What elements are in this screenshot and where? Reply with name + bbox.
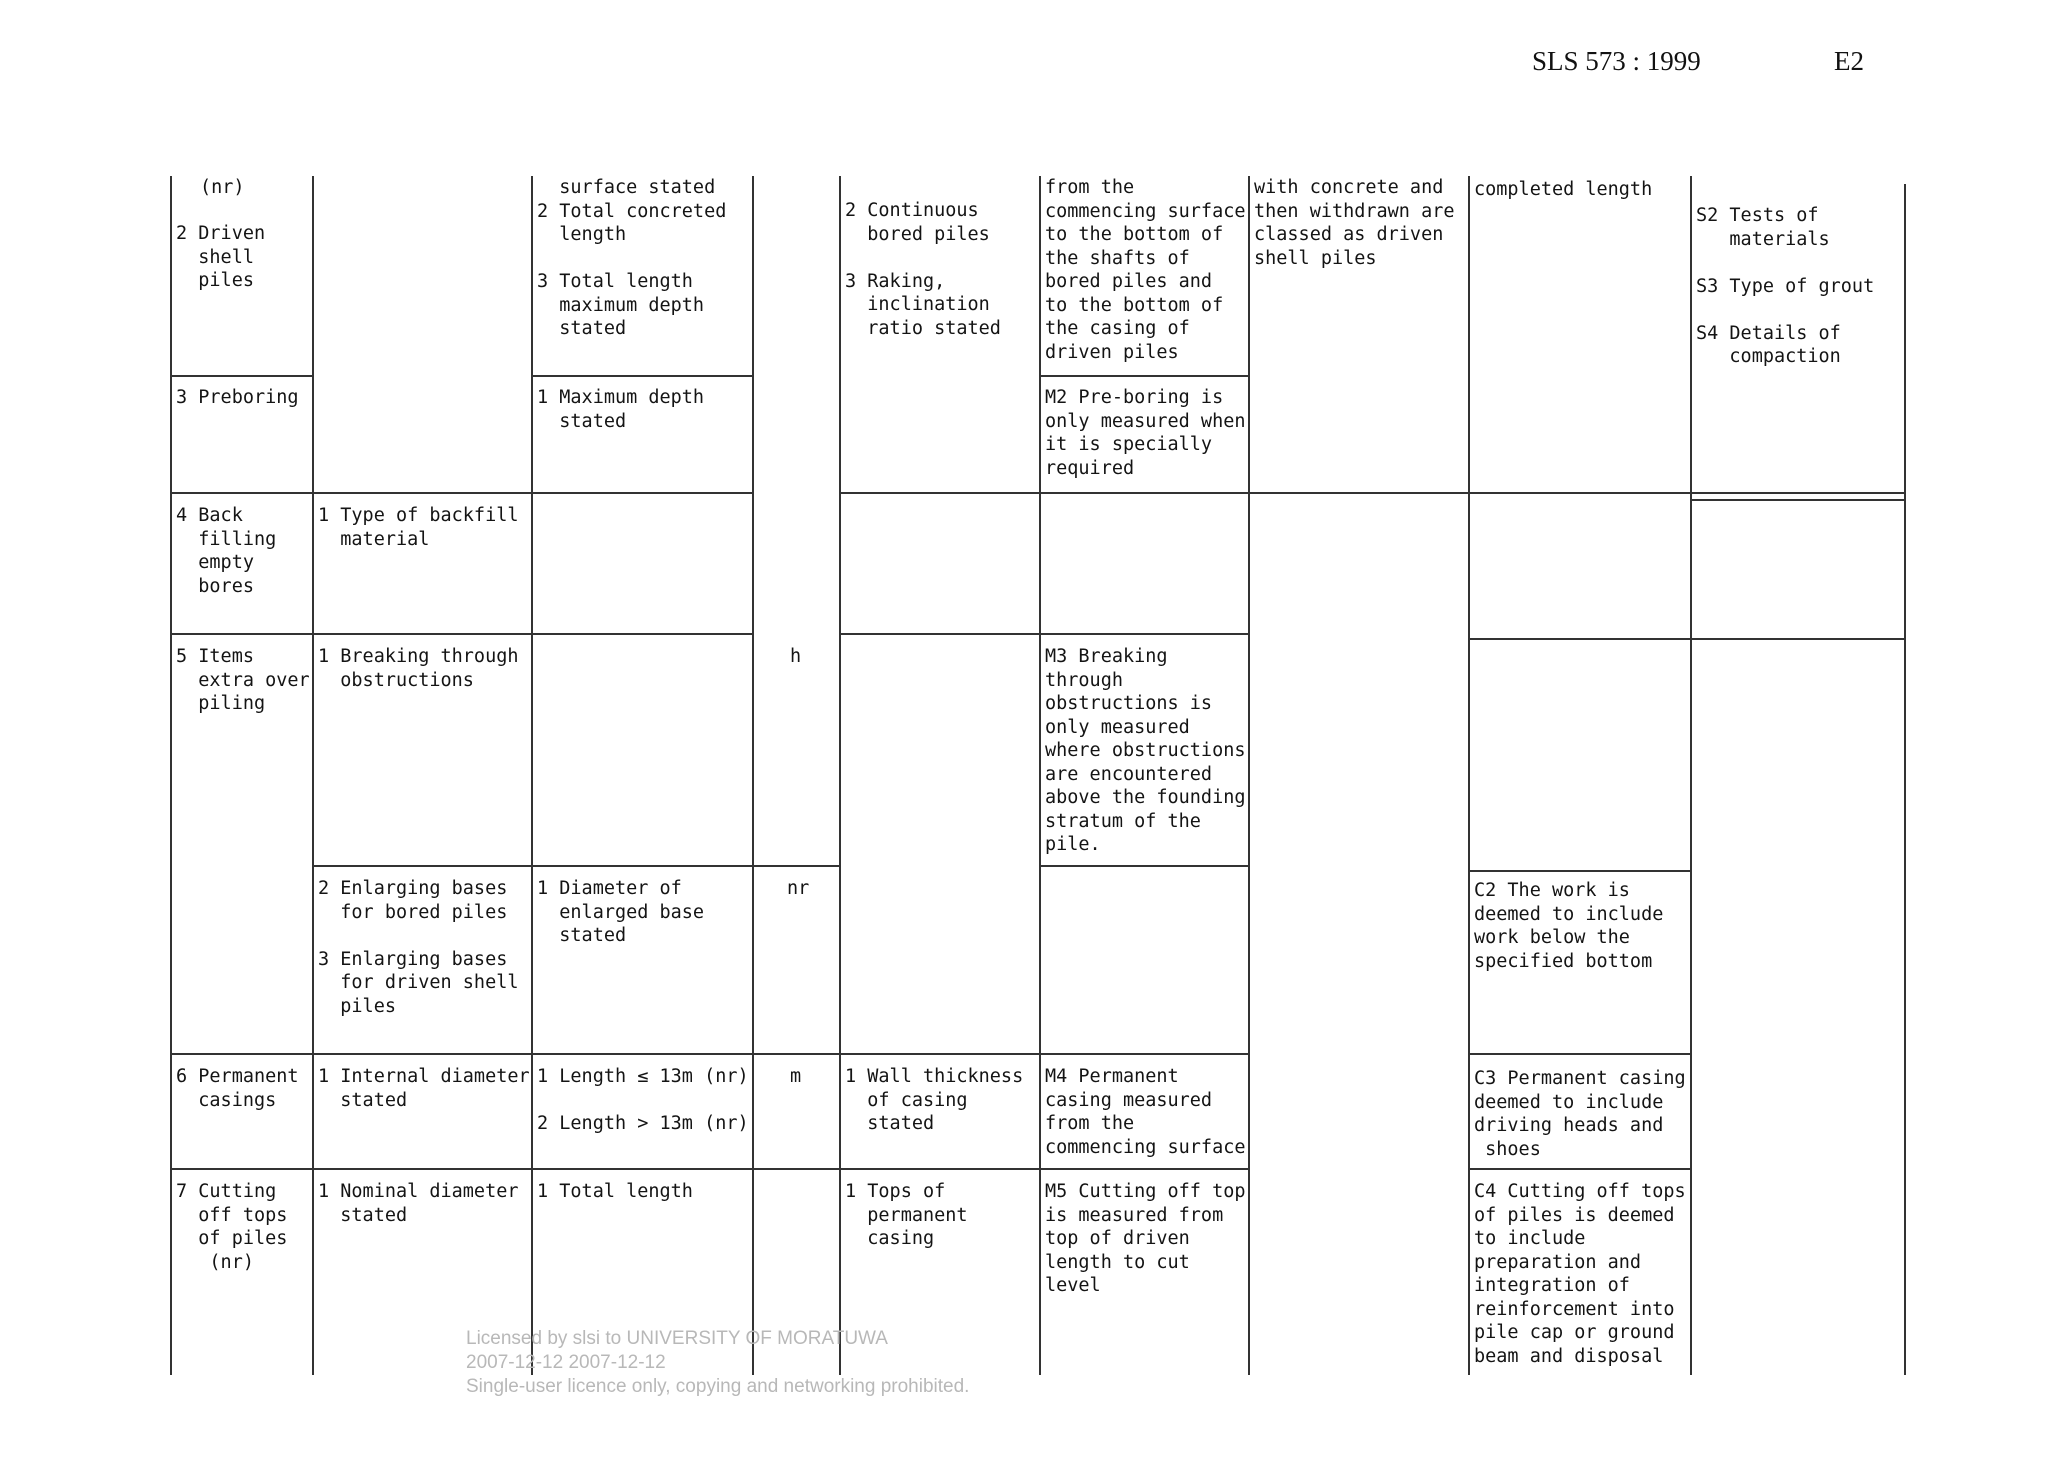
feature-enlarging-bases: 2 Enlarging bases for bored piles 3 Enlarging bases for driven shell piles — [318, 878, 519, 1017]
unit-nr: nr — [787, 878, 810, 899]
column-divider — [170, 176, 172, 1375]
coverage-completed-length: completed length — [1474, 179, 1653, 200]
row-divider — [170, 375, 314, 377]
item-driven-shell-piles: 2 Driven shell piles — [176, 223, 266, 291]
page-number: E2 — [1834, 46, 1864, 76]
item-permanent-casings: 6 Permanent casings — [176, 1066, 299, 1111]
detail-surface-stated: surface stated 2 Total concreted length 3 Total length maximum depth stated — [537, 177, 727, 339]
coverage-c4: C4 Cutting off tops of piles is deemed to include preparation and integration of reinforcement into pile cap or ground beam and disposal — [1474, 1181, 1686, 1367]
column-divider — [839, 176, 841, 1375]
row-divider — [170, 1053, 1250, 1055]
feature-breaking-through: 1 Breaking through obstructions — [318, 646, 519, 691]
column-divider — [1468, 176, 1470, 1375]
feature-tops-of-casing: 1 Tops of permanent casing — [845, 1181, 968, 1249]
column-divider — [1248, 176, 1250, 1375]
column-divider — [752, 176, 754, 1375]
feature-internal-diameter: 1 Internal diameter stated — [318, 1066, 530, 1111]
row-divider — [839, 492, 1906, 494]
feature-backfill-material: 1 Type of backfill material — [318, 505, 519, 550]
unit-label-nr: (nr) — [200, 177, 245, 198]
supplementary-info: S2 Tests of materials S3 Type of grout S4 Details of compaction — [1696, 205, 1875, 367]
feature-wall-thickness: 1 Wall thickness of casing stated — [845, 1066, 1024, 1134]
feature-nominal-diameter: 1 Nominal diameter stated — [318, 1181, 519, 1226]
detail-enlarged-base-diameter: 1 Diameter of enlarged base stated — [537, 878, 705, 946]
rule-from-commencing-surface: from the commencing surface to the bottom of the shafts of bored piles and to the bottom of the casing of driven piles — [1045, 177, 1246, 363]
row-divider — [170, 633, 754, 635]
item-back-filling: 4 Back filling empty bores — [176, 505, 277, 597]
row-divider — [1468, 1168, 1692, 1170]
item-cutting-off-tops: 7 Cutting off tops of piles (nr) — [176, 1181, 288, 1273]
row-divider — [1468, 1053, 1692, 1055]
licence-watermark-line2: 2007-12-12 2007-12-12 — [466, 1352, 666, 1373]
licence-watermark-line1: Licensed by slsi to UNIVERSITY OF MORATUWA — [466, 1328, 888, 1349]
row-divider — [1690, 499, 1906, 501]
rule-m4: M4 Permanent casing measured from the commencing surface — [1045, 1066, 1246, 1158]
row-divider — [1039, 865, 1250, 867]
coverage-c2: C2 The work is deemed to include work below the specified bottom — [1474, 880, 1664, 972]
feature-continuous-bored-piles: 2 Continuous bored piles 3 Raking, inclination ratio stated — [845, 200, 1001, 339]
row-divider — [531, 375, 754, 377]
standard-number: SLS 573 : 1999 — [1532, 46, 1701, 76]
unit-h: h — [790, 646, 802, 667]
rule-m3: M3 Breaking through obstructions is only measured where obstructions are encountered above the founding stratum of the pile. — [1045, 646, 1246, 855]
row-divider — [1468, 870, 1692, 872]
detail-maximum-depth: 1 Maximum depth stated — [537, 387, 705, 432]
rule-m5: M5 Cutting off top is measured from top of driven length to cut level — [1045, 1181, 1246, 1296]
row-divider — [312, 865, 841, 867]
coverage-c3: C3 Permanent casing deemed to include driving heads and shoes — [1474, 1068, 1686, 1160]
row-divider — [170, 492, 754, 494]
item-preboring: 3 Preboring — [176, 387, 299, 408]
definition-driven-shell-piles: with concrete and then withdrawn are classed as driven shell piles — [1254, 177, 1455, 269]
column-divider — [1039, 176, 1041, 1375]
detail-casing-length: 1 Length ≤ 13m (nr) 2 Length > 13m (nr) — [537, 1066, 749, 1134]
column-divider — [1904, 184, 1906, 1375]
column-divider — [531, 176, 533, 1375]
row-divider — [170, 1168, 1250, 1170]
item-extra-over-piling: 5 Items extra over piling — [176, 646, 310, 714]
row-divider — [1039, 375, 1250, 377]
column-divider — [1690, 176, 1692, 1375]
column-divider — [312, 176, 314, 1375]
licence-watermark-line3: Single-user licence only, copying and networking prohibited. — [466, 1376, 970, 1397]
row-divider — [1468, 638, 1906, 640]
unit-m: m — [790, 1066, 802, 1087]
row-divider — [839, 633, 1250, 635]
detail-total-length: 1 Total length — [537, 1181, 693, 1202]
rule-m2: M2 Pre-boring is only measured when it is specially required — [1045, 387, 1246, 479]
